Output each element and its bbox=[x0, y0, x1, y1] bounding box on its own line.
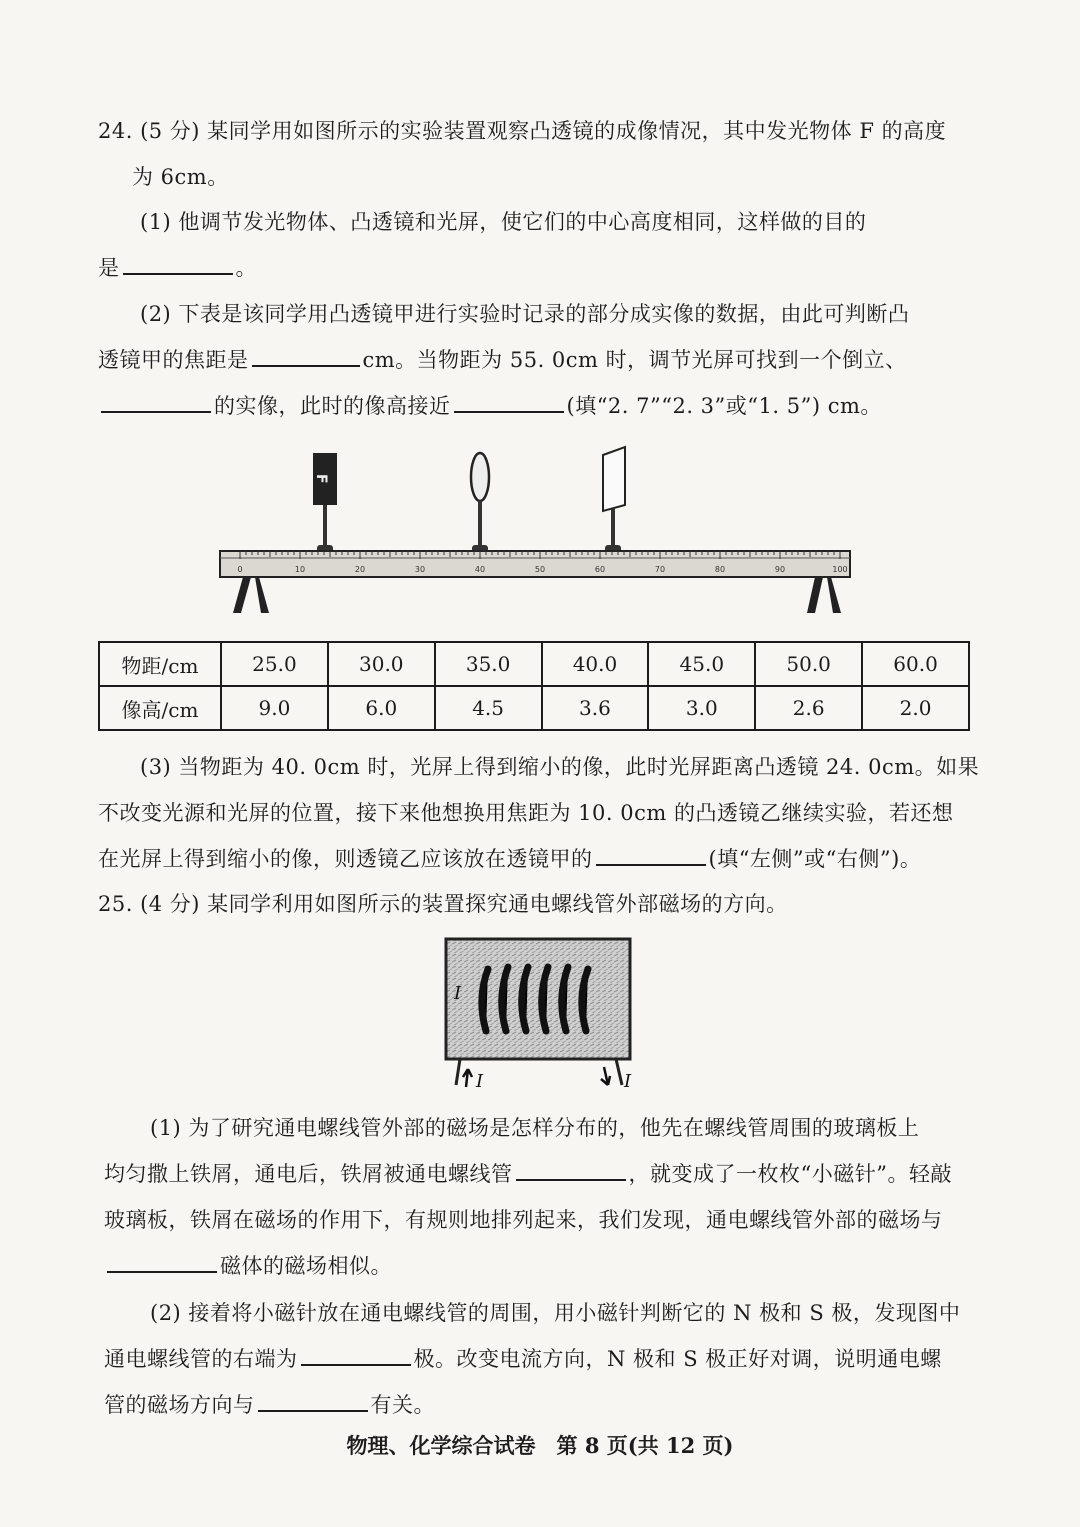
answer-blank[interactable] bbox=[596, 844, 706, 866]
q24-part3-line2 bbox=[0, 798, 1080, 828]
q25-part2-text-3: 极。改变电流方向，N 极和 S 极正好对调，说明通电螺 bbox=[413, 1347, 942, 1371]
q25-stem-text: 25. (4 分) 某同学利用如图所示的装置探究通电螺线管外部磁场的方向。 bbox=[98, 892, 788, 916]
q25-part1-line1 bbox=[0, 1113, 1080, 1143]
table-cell: 40.0 bbox=[542, 642, 649, 686]
q24-part2-text-5: (填“2. 7”“2. 3”或“1. 5”) cm。 bbox=[566, 394, 882, 418]
table-cell: 9.0 bbox=[221, 686, 328, 730]
table-cell: 6.0 bbox=[328, 686, 435, 730]
q25-part1-line3 bbox=[0, 1205, 1080, 1235]
q24-stem-text-2: 为 6cm。 bbox=[132, 165, 229, 189]
q24-part1-text-2: 是 bbox=[98, 256, 120, 280]
table-cell: 4.5 bbox=[435, 686, 542, 730]
q24-part3-line1 bbox=[0, 752, 1080, 782]
table-header-image-height: 像高/cm bbox=[99, 686, 221, 730]
answer-blank[interactable] bbox=[101, 391, 211, 413]
q25-part1-text-5: 磁体的磁场相似。 bbox=[220, 1254, 392, 1278]
bench-leg-right bbox=[807, 577, 841, 613]
ruler-label: 20 bbox=[354, 565, 366, 574]
solenoid-figure bbox=[440, 935, 640, 1095]
q24-part3-text-2: 不改变光源和光屏的位置，接下来他想换用焦距为 10. 0cm 的凸透镜乙继续实验，若还想 bbox=[98, 801, 954, 825]
q25-part2-line1 bbox=[0, 1298, 1080, 1328]
q24-part2-text-2: 透镜甲的焦距是 bbox=[98, 348, 249, 372]
q25-part1-line2 bbox=[0, 1159, 1080, 1189]
q25-part1-text-4: 玻璃板，铁屑在磁场的作用下，有规则地排列起来，我们发现，通电螺线管外部的磁场与 bbox=[104, 1208, 943, 1232]
q24-part2-text-4: 的实像，此时的像高接近 bbox=[214, 394, 451, 418]
table-header-object-distance: 物距/cm bbox=[99, 642, 221, 686]
q25-part2-text-5: 有关。 bbox=[370, 1393, 435, 1417]
q24-part3-text-4: (填“左侧”或“右侧”)。 bbox=[708, 847, 922, 871]
table-cell: 2.6 bbox=[755, 686, 862, 730]
table-cell: 3.6 bbox=[542, 686, 649, 730]
convex-lens bbox=[471, 453, 489, 501]
answer-blank[interactable] bbox=[258, 1390, 368, 1412]
q24-part1-text-3: 。 bbox=[235, 256, 257, 280]
q24-part1-line1 bbox=[0, 207, 1080, 237]
q24-part2-line1 bbox=[0, 299, 1080, 329]
svg-text:F: F bbox=[313, 474, 329, 484]
glass-plate bbox=[446, 939, 630, 1059]
q25-part2-line3 bbox=[0, 1390, 1080, 1420]
table-cell: 60.0 bbox=[862, 642, 969, 686]
q25-part1-text: (1) 为了研究通电螺线管外部的磁场是怎样分布的，他先在螺线管周围的玻璃板上 bbox=[150, 1116, 920, 1140]
q24-stem-text: 24. (5 分) 某同学用如图所示的实验装置观察凸透镜的成像情况，其中发光物体 F 的高度 bbox=[98, 119, 947, 143]
q24-part1-line2 bbox=[0, 253, 1080, 283]
data-table bbox=[98, 641, 970, 731]
answer-blank[interactable] bbox=[252, 345, 360, 367]
lead-wire-right bbox=[616, 1059, 622, 1085]
q25-stem-line1 bbox=[0, 889, 1080, 919]
table-cell: 35.0 bbox=[435, 642, 542, 686]
q24-stem-line2 bbox=[0, 162, 1080, 192]
ruler-label: 70 bbox=[654, 565, 666, 574]
table-cell: 30.0 bbox=[328, 642, 435, 686]
current-label: I bbox=[624, 1071, 632, 1092]
ruler-label: 50 bbox=[534, 565, 546, 574]
bench-leg-left bbox=[233, 577, 269, 613]
q25-part2-text-2: 通电螺线管的右端为 bbox=[104, 1347, 298, 1371]
q24-part2-text-3: cm。当物距为 55. 0cm 时，调节光屏可找到一个倒立、 bbox=[362, 348, 907, 372]
answer-blank[interactable] bbox=[123, 253, 233, 275]
q24-part3-text-3: 在光屏上得到缩小的像，则透镜乙应该放在透镜甲的 bbox=[98, 847, 593, 871]
ruler-label: 0 bbox=[237, 565, 243, 574]
q25-part2-text: (2) 接着将小磁针放在通电螺线管的周围，用小磁针判断它的 N 极和 S 极，发现图中 bbox=[150, 1301, 961, 1325]
ruler-label: 40 bbox=[474, 565, 486, 574]
table-cell: 50.0 bbox=[755, 642, 862, 686]
ruler-label: 30 bbox=[414, 565, 426, 574]
table-cell: 2.0 bbox=[862, 686, 969, 730]
q25-part2-line2 bbox=[0, 1344, 1080, 1374]
q24-part1-text: (1) 他调节发光物体、凸透镜和光屏，使它们的中心高度相同，这样做的目的 bbox=[140, 210, 867, 234]
answer-blank[interactable] bbox=[516, 1159, 626, 1181]
q25-part1-text-2: 均匀撒上铁屑，通电后，铁屑被通电螺线管 bbox=[104, 1162, 513, 1186]
answer-blank[interactable] bbox=[454, 391, 564, 413]
q24-part2-text: (2) 下表是该同学用凸透镜甲进行实验时记录的部分成实像的数据，由此可判断凸 bbox=[140, 302, 910, 326]
ruler-label: 90 bbox=[774, 565, 786, 574]
q24-stem-line1 bbox=[0, 116, 1080, 146]
current-arrow-up-icon bbox=[463, 1069, 472, 1087]
table-cell: 45.0 bbox=[648, 642, 755, 686]
q25-part1-line4 bbox=[0, 1251, 1080, 1281]
q24-part3-text: (3) 当物距为 40. 0cm 时，光屏上得到缩小的像，此时光屏距离凸透镜 24. 0cm。如果 bbox=[140, 755, 980, 779]
lead-wire-left bbox=[456, 1059, 460, 1085]
light-screen bbox=[603, 447, 625, 511]
current-label: I bbox=[476, 1071, 484, 1092]
q24-part2-line3 bbox=[0, 391, 1080, 421]
q25-part2-text-4: 管的磁场方向与 bbox=[104, 1393, 255, 1417]
ruler-label: 10 bbox=[294, 565, 306, 574]
page-footer: 物理、化学综合试卷 第 8 页(共 12 页) bbox=[346, 1433, 734, 1458]
table-cell: 3.0 bbox=[648, 686, 755, 730]
ruler-label: 100 bbox=[832, 565, 848, 574]
current-label: I bbox=[454, 983, 462, 1004]
table-row bbox=[99, 642, 969, 686]
q25-part1-text-3: ，就变成了一枚枚“小磁针”。轻敲 bbox=[628, 1162, 952, 1186]
ruler-label: 60 bbox=[594, 565, 606, 574]
q24-part2-line2 bbox=[0, 345, 1080, 375]
table-row bbox=[99, 686, 969, 730]
answer-blank[interactable] bbox=[301, 1344, 411, 1366]
table-cell: 25.0 bbox=[221, 642, 328, 686]
ruler-label: 80 bbox=[714, 565, 726, 574]
answer-blank[interactable] bbox=[107, 1251, 217, 1273]
optical-bench-figure bbox=[215, 445, 855, 620]
q24-part3-line3 bbox=[0, 844, 1080, 874]
current-arrow-down-icon bbox=[601, 1067, 610, 1085]
